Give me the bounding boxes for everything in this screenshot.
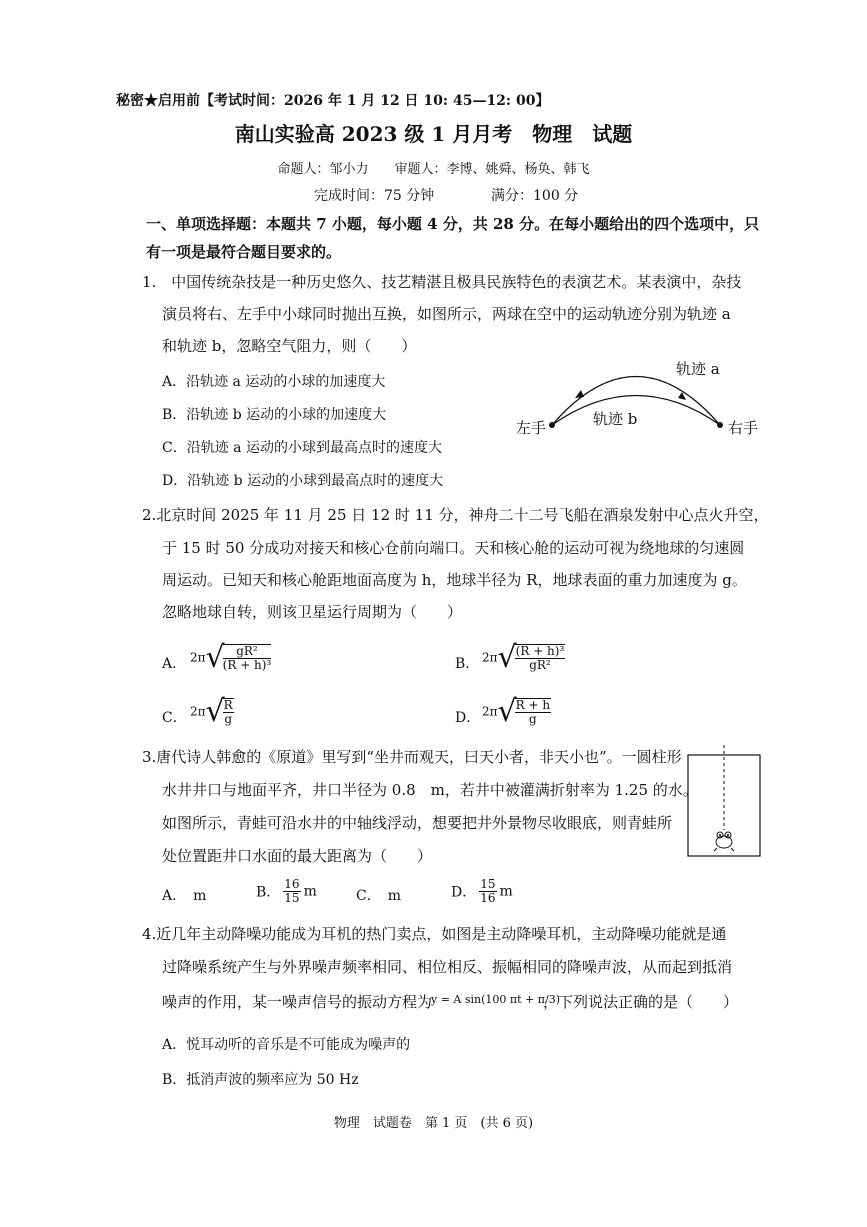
q1-line2: 演员将右、左手中小球同时抛出互换，如图所示，两球在空中的运动轨迹分别为轨迹 a [162, 305, 731, 323]
full-score: 满分：100 分 [491, 188, 579, 204]
q1-line3: 和轨迹 b，忽略空气阻力，则（ ） [162, 337, 417, 355]
q4-line2: 过降噪系统产生与外界噪声频率相同、相位相反、振幅相同的降噪声波，从而起到抵消 [162, 958, 733, 976]
q1-option-b: B．沿轨迹 b 运动的小球的加速度大 [162, 407, 387, 423]
exam-time: 完成时间：75 分钟 [314, 188, 435, 204]
q3-option-d: D． $\frac{15}{16}$ m [451, 877, 513, 905]
q4-line3-post: ，下列说法正确的是（ ） [543, 993, 739, 1011]
q3-line2: 水井井口与地面平齐，井口半径为 0.8 m，若井中被灌满折射率为 1.25 的水。 [162, 781, 698, 799]
q2-line4: 忽略地球自转，则该卫星运行周期为（ ） [162, 603, 463, 621]
q3-b-den: 15 [284, 891, 300, 905]
q4-equation: y = A sin(100 πt + π/3) [431, 993, 560, 1006]
q1-label-a: 轨迹 a [676, 360, 720, 378]
q2-option-d-formula: 2π√ $\frac{R + h}{g}$ [482, 694, 551, 729]
q2-line2: 于 15 时 50 分成功对接天和核心仓前向端口。天和核心舱的运动可视为绕地球的匀速圆 [162, 539, 745, 557]
q2-a-den: (R + h)³ [222, 657, 272, 672]
q2-option-a-label: A． [162, 656, 187, 672]
q2-d-num: R + h [515, 697, 551, 712]
q3-option-a: A． m [162, 888, 207, 904]
q4-line3-pre: 噪声的作用，某一噪声信号的振动方程为 [162, 993, 433, 1011]
page-title: 南山实验高 2023 级 1 月月考 物理 试题 [234, 122, 633, 146]
q1-label-right-hand: 右手 [728, 419, 759, 437]
q1-label-left-hand: 左手 [516, 419, 547, 437]
q2-c-den: g [224, 711, 233, 726]
q1-option-a: A．沿轨迹 a 运动的小球的加速度大 [162, 374, 386, 390]
q2-option-d-label: D． [455, 710, 481, 726]
two-pi: 2π [482, 650, 498, 665]
frog-icon [714, 832, 734, 851]
two-pi: 2π [482, 704, 498, 719]
q4-line1: 4.近几年主动降噪功能成为耳机的热门卖点，如图是主动降噪耳机，主动降噪功能就是通 [142, 925, 727, 943]
q3-well-figure [686, 745, 764, 860]
q3-option-b: B． $\frac{16}{15}$ m [256, 877, 317, 905]
secret-line: 秘密★启用前【考试时间：2026 年 1 月 12 日 10: 45—12: 00】 [116, 93, 550, 109]
q2-option-b-label: B． [455, 656, 480, 672]
section1-line2: 有一项是最符合题目要求的。 [146, 243, 342, 261]
q2-option-b-formula: 2π√ $\frac{\text{(R + h)³}}{\text{gR²}}$ [482, 640, 565, 675]
q1-label-b: 轨迹 b [593, 410, 638, 428]
q2-a-num: gR² [223, 645, 272, 659]
q3-d-den: 16 [480, 891, 496, 905]
q2-line3: 周运动。已知天和核心舱距地面高度为 h，地球半径为 R，地球表面的重力加速度为 g。 [162, 571, 747, 589]
q3-line1: 3.唐代诗人韩愈的《原道》里写到“坐井而观天，曰天小者，非天小也”。一圆柱形 [142, 748, 682, 766]
q2-b-num: (R + h)³ [515, 643, 565, 658]
q3-d-num: 15 [480, 877, 496, 891]
q4-option-a: A．悦耳动听的音乐是不可能成为噪声的 [162, 1037, 411, 1053]
q2-option-c-label: C． [162, 710, 187, 726]
q3-line4: 处位置距井口水面的最大距离为（ ） [162, 847, 433, 865]
q4-option-b: B．抵消声波的频率应为 50 Hz [162, 1072, 359, 1088]
q2-c-num: R [223, 697, 233, 712]
q3-b-num: 16 [284, 877, 300, 891]
q3-option-c: C． m [356, 888, 401, 904]
two-pi: 2π [190, 704, 206, 719]
q1-line1: 1. 中国传统杂技是一种历史悠久、技艺精湛且极具民族特色的表演艺术。某表演中，杂技 [142, 273, 742, 291]
q2-option-a-formula: 2π√ $\frac{\text{gR²}}{\text{(R + h)³}}$ [190, 640, 272, 675]
q3-line3: 如图所示，青蛙可沿水井的中轴线浮动，想要把井外景物尽收眼底，则青蛙所 [162, 814, 673, 832]
page-footer: 物理 试题卷 第 1 页 (共 6 页) [333, 1116, 534, 1131]
q2-line1: 2.北京时间 2025 年 11 月 25 日 12 时 11 分，神舟二十二号飞船在酒泉发射中心点火升空， [142, 506, 769, 524]
section1-line1: 一、单项选择题：本题共 7 小题，每小题 4 分，共 28 分。在每小题给出的四个选项中，只 [146, 215, 760, 233]
q1-option-d: D．沿轨迹 b 运动的小球到最高点时的速度大 [162, 473, 444, 489]
q1-option-c: C．沿轨迹 a 运动的小球到最高点时的速度大 [162, 440, 442, 456]
two-pi: 2π [190, 650, 206, 665]
q2-option-c-formula: 2π√ $\frac{R}{g}$ [190, 694, 233, 729]
q2-d-den: g [529, 711, 537, 726]
authors-line: 命题人：邹小力 审题人：李博、姚舜、杨奂、韩飞 [277, 162, 590, 177]
q2-b-den: gR² [529, 657, 551, 672]
